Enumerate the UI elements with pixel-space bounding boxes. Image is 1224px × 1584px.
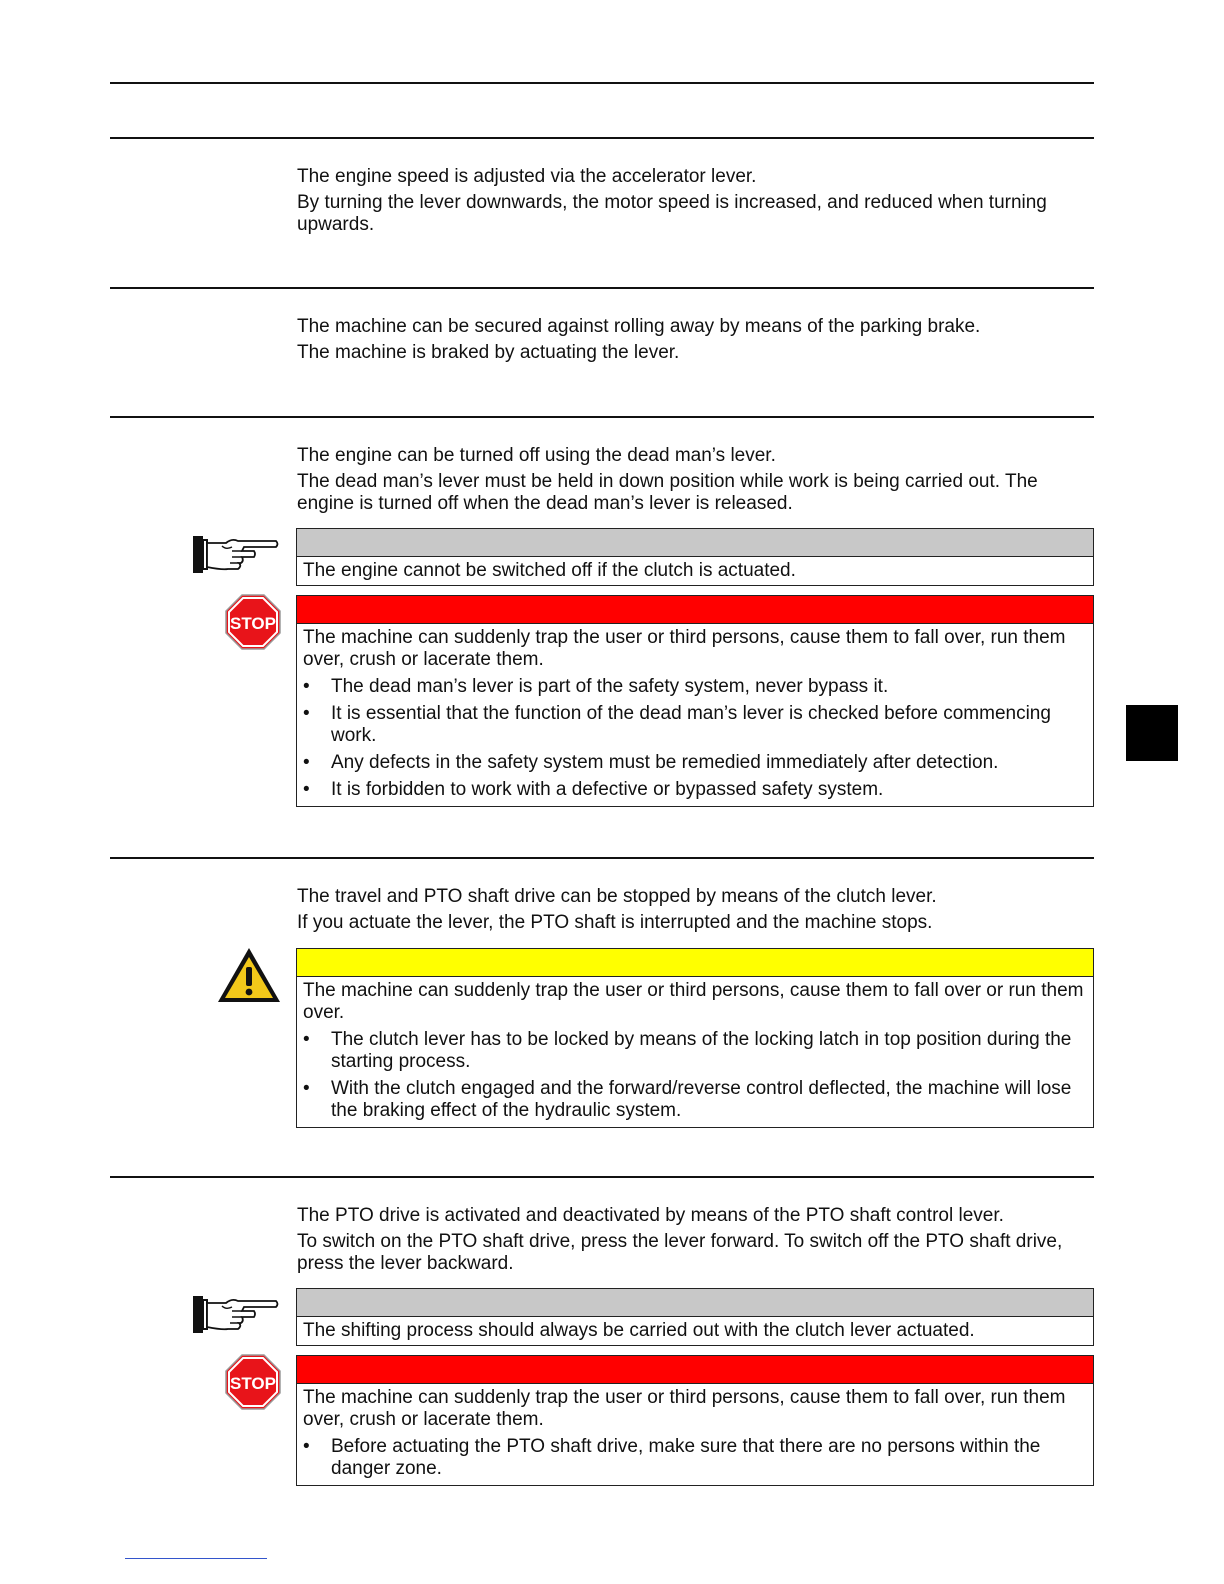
warning-triangle-icon [216, 946, 282, 1004]
stop-sign-icon [225, 1354, 281, 1410]
pto-paragraph-2: To switch on the PTO shaft drive, press the lever forward. To switch off the PTO shaft drive, press the lever backward. [297, 1231, 1063, 1274]
parking-brake-paragraph-2: The machine is braked by actuating the lever. [297, 342, 680, 363]
clutch-paragraph-1: The travel and PTO shaft drive can be stopped by means of the clutch lever. [297, 886, 937, 907]
svg-text:STOP: STOP [230, 614, 276, 633]
danger-bullet: • It is essential that the function of the dead man’s lever is checked before commencing work. [303, 703, 1051, 746]
pointing-hand-icon [192, 1294, 280, 1336]
section-divider-accelerator [110, 137, 1094, 139]
note-header [297, 529, 1093, 557]
note-body [297, 1317, 1093, 1345]
accelerator-paragraph-2: By turning the lever downwards, the motor speed is increased, and reduced when turning upwards. [297, 192, 1047, 235]
svg-text:STOP: STOP [230, 1374, 276, 1393]
header-rule [110, 82, 1094, 84]
note-box-dead-mans-lever [296, 528, 1094, 586]
section-divider-pto [110, 1176, 1094, 1178]
pto-section [297, 1205, 1097, 1279]
section-divider-dead-mans-lever [110, 416, 1094, 418]
danger-text: The machine can suddenly trap the user or third persons, cause them to fall over, run them over, crush or lacerate them. [303, 627, 1066, 670]
parking-brake-section [297, 316, 1097, 368]
clutch-section [297, 886, 1097, 938]
pointing-hand-icon [192, 534, 280, 576]
danger-box-pto [296, 1355, 1094, 1486]
caution-box-clutch [296, 948, 1094, 1128]
danger-bullet: • The dead man’s lever is part of the safety system, never bypass it. [303, 676, 889, 697]
caution-bullet-list [303, 1029, 1087, 1122]
section-divider-parking-brake [110, 287, 1094, 289]
danger-text: The machine can suddenly trap the user or third persons, cause them to fall over, run them over, crush or lacerate them. [303, 1387, 1066, 1430]
danger-bullet-list [303, 676, 1087, 801]
note-text: The shifting process should always be carried out with the clutch lever actuated. [303, 1320, 975, 1341]
note-text: The engine cannot be switched off if the clutch is actuated. [303, 560, 796, 581]
note-box-pto [296, 1288, 1094, 1346]
caution-text: The machine can suddenly trap the user or third persons, cause them to fall over or run them over. [303, 980, 1084, 1023]
danger-header [297, 1356, 1093, 1384]
stop-sign-icon [225, 594, 281, 650]
pto-paragraph-1: The PTO drive is activated and deactivated by means of the PTO shaft control lever. [297, 1205, 1004, 1226]
danger-bullet: • Any defects in the safety system must be remedied immediately after detection. [303, 752, 999, 773]
parking-brake-paragraph-1: The machine can be secured against rolling away by means of the parking brake. [297, 316, 981, 337]
danger-box-dead-mans-lever [296, 595, 1094, 807]
danger-header [297, 596, 1093, 624]
note-body [297, 557, 1093, 585]
danger-body [297, 1384, 1093, 1485]
accelerator-section [297, 166, 1097, 240]
danger-bullet: • Before actuating the PTO shaft drive, make sure that there are no persons within the danger zone. [303, 1436, 1041, 1479]
dead-mans-lever-section [297, 445, 1097, 519]
footer-link-underline[interactable] [125, 1558, 267, 1559]
dead-mans-lever-paragraph-2: The dead man’s lever must be held in down position while work is being carried out. The engine is turned off when the dead man’s lever is released. [297, 471, 1038, 514]
caution-bullet: • With the clutch engaged and the forward/reverse control deflected, the machine will lose the braking effect of the hydraulic system. [303, 1078, 1072, 1121]
section-divider-clutch [110, 857, 1094, 859]
note-header [297, 1289, 1093, 1317]
accelerator-paragraph-1: The engine speed is adjusted via the accelerator lever. [297, 166, 757, 187]
chapter-tab-marker [1126, 705, 1178, 761]
danger-bullet: • It is forbidden to work with a defective or bypassed safety system. [303, 779, 884, 800]
clutch-paragraph-2: If you actuate the lever, the PTO shaft is interrupted and the machine stops. [297, 912, 933, 933]
danger-body [297, 624, 1093, 806]
dead-mans-lever-paragraph-1: The engine can be turned off using the dead man’s lever. [297, 445, 776, 466]
danger-bullet-list [303, 1436, 1087, 1480]
caution-body [297, 977, 1093, 1127]
caution-bullet: • The clutch lever has to be locked by means of the locking latch in top position during the starting process. [303, 1029, 1072, 1072]
caution-header [297, 949, 1093, 977]
